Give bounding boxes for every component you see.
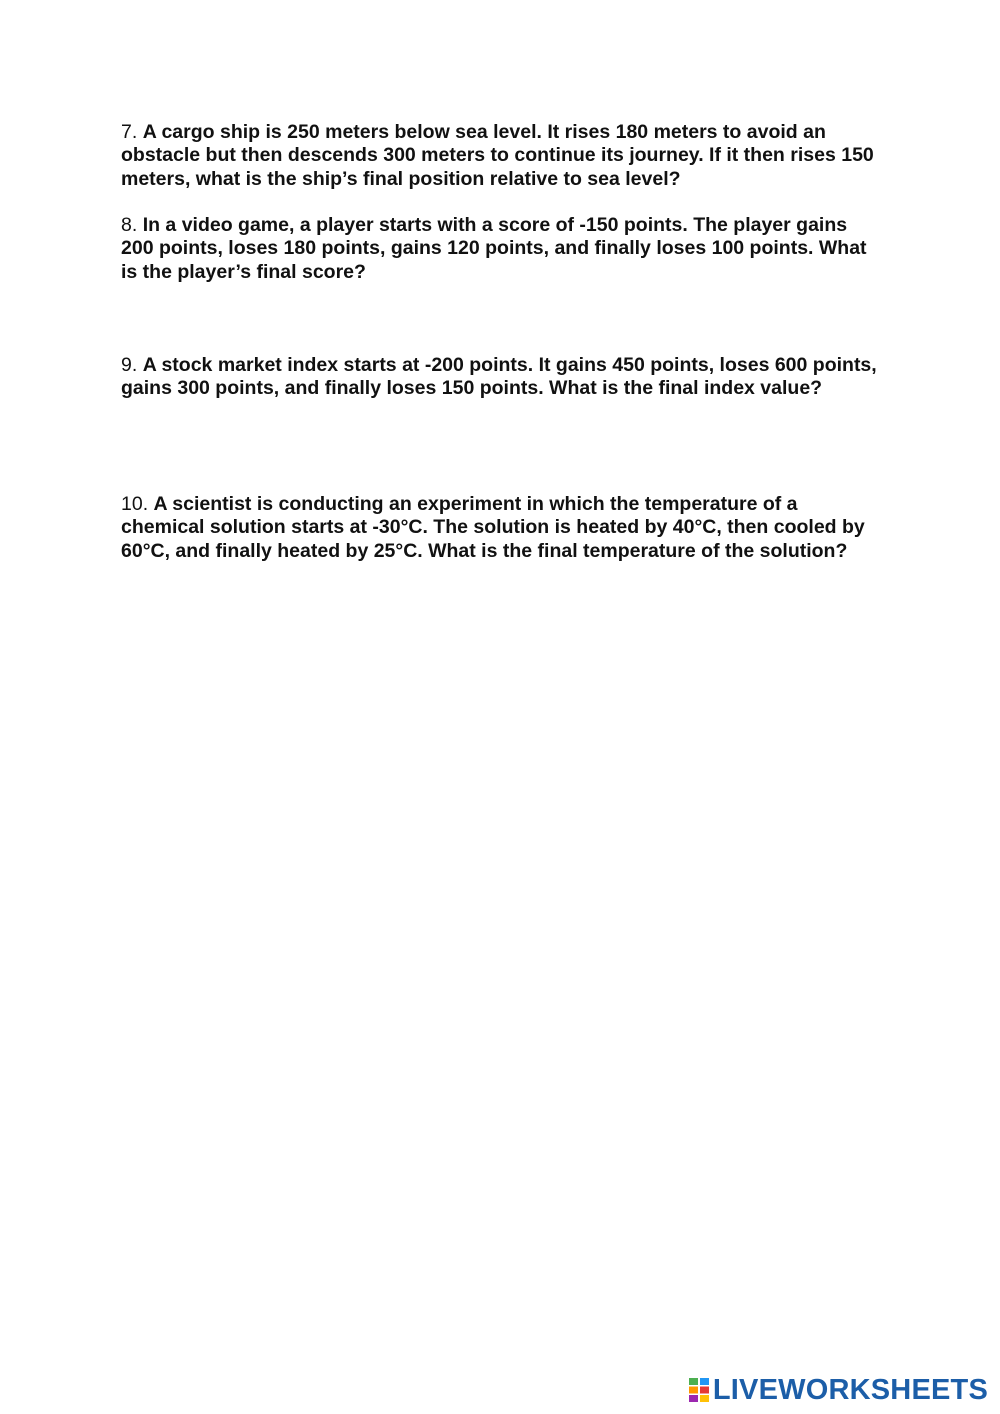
question-number: 8. [121,214,138,236]
question-9 [121,354,881,401]
question-text: In a video game, a player starts with a score of -150 points. The player gains 200 points, loses 180 points, gains 120 points, and finally loses 100 points. What is the player’s final score? [121,214,867,283]
question-text: A stock market index starts at -200 points. It gains 450 points, loses 600 points, gains 300 points, and finally loses 150 points. What is the final index value? [121,354,877,400]
question-number: 9. [121,354,138,376]
brand-text: LIVEWORKSHEETS [712,1374,988,1406]
question-7 [121,121,881,191]
liveworksheets-logo-icon [688,1377,710,1403]
liveworksheets-brand [688,1374,988,1406]
question-number: 10. [121,493,149,515]
question-number: 7. [121,121,138,143]
question-10 [121,493,881,563]
question-text: A scientist is conducting an experiment in which the temperature of a chemical solution starts at -30°C. The solution is heated by 40°C, then cooled by 60°C, and finally heated by 25°C. What is the final temperature of the solution? [121,493,865,562]
question-8 [121,214,881,284]
question-text: A cargo ship is 250 meters below sea level. It rises 180 meters to avoid an obstacle but then descends 300 meters to continue its journey. If it then rises 150 meters, what is the ship’s final position relative to sea level? [121,121,874,190]
